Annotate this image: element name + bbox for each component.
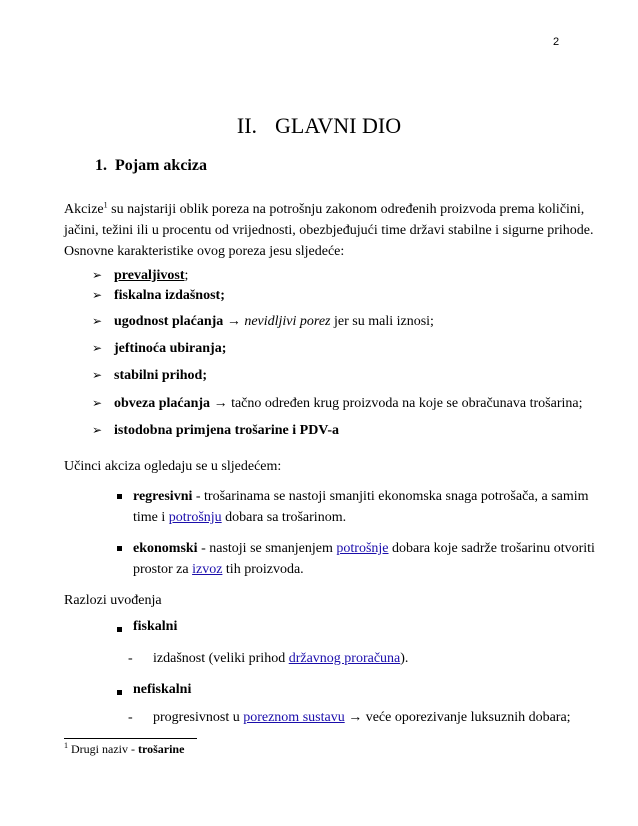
effect-text: tih proizvoda. bbox=[222, 562, 304, 577]
footnote-bold: trošarine bbox=[137, 742, 185, 756]
feature-bold: istodobna primjena trošarine i PDV-a bbox=[114, 423, 340, 438]
arrow-bullet-icon: ➢ bbox=[92, 341, 103, 355]
feature-item bbox=[92, 423, 339, 439]
effect-text: - trošarinama se nastoji smanjiti ekonomska snaga potrošača, a samim bbox=[192, 489, 589, 504]
chapter-title: GLAVNI DIO bbox=[275, 113, 402, 138]
footnote bbox=[64, 742, 184, 757]
feature-bold: prevaljivost bbox=[114, 268, 185, 283]
effect-text: time i bbox=[133, 510, 169, 525]
effects-intro: Učinci akciza ogledaju se u sljedećem: bbox=[64, 459, 282, 474]
reason-detail bbox=[128, 651, 408, 667]
effect-bold: regresivni bbox=[133, 489, 193, 504]
feature-bold: fiskalna izdašnost; bbox=[114, 288, 225, 303]
effect-line-1 bbox=[133, 538, 595, 559]
section-heading bbox=[95, 157, 207, 175]
reason-text: ). bbox=[400, 651, 409, 666]
intro-line-3: Osnovne karakteristike ovog poreza jesu sljedeće: bbox=[64, 244, 345, 259]
feature-bold: obveza plaćanja bbox=[114, 396, 211, 411]
feature-bold: stabilni prihod; bbox=[114, 368, 207, 383]
page-number: 2 bbox=[553, 36, 560, 48]
reason-text: izdašnost (veliki prihod bbox=[153, 651, 289, 666]
feature-item bbox=[92, 288, 225, 304]
feature-item bbox=[92, 341, 226, 357]
footnote-text: Drugi naziv - bbox=[68, 742, 138, 756]
feature-tail: jer su mali iznosi; bbox=[330, 314, 434, 329]
effect-line-2 bbox=[133, 507, 561, 528]
arrow-bullet-icon: ➢ bbox=[92, 423, 103, 437]
effect-text: dobara sa trošarinom. bbox=[221, 510, 347, 525]
feature-item bbox=[92, 314, 434, 330]
feature-bold: ugodnost plaćanja bbox=[114, 314, 224, 329]
reason-text: progresivnost u bbox=[153, 710, 244, 725]
effect-line-2 bbox=[133, 559, 561, 580]
reason-text: veće oporezivanje luksuznih dobara; bbox=[365, 710, 571, 725]
square-bullet-icon bbox=[117, 494, 122, 499]
effect-item bbox=[133, 538, 595, 580]
effect-text: - nastoji se smanjenjem bbox=[197, 541, 337, 556]
arrow-bullet-icon: ➢ bbox=[92, 368, 103, 382]
chapter-number: II. bbox=[236, 113, 258, 138]
feature-tail: ; bbox=[184, 268, 189, 283]
arrow-bullet-icon: ➢ bbox=[92, 268, 103, 282]
feature-bold: jeftinoća ubiranja; bbox=[114, 341, 227, 356]
link-potrosnju[interactable]: potrošnju bbox=[168, 510, 222, 525]
arrow-bullet-icon: ➢ bbox=[92, 314, 103, 328]
intro-word: Akcize bbox=[64, 202, 104, 217]
link-potrosnje[interactable]: potrošnje bbox=[336, 541, 389, 556]
section-number: 1. bbox=[95, 157, 107, 174]
intro-line-1 bbox=[64, 199, 585, 220]
link-poreznom-sustavu[interactable]: poreznom sustavu bbox=[243, 710, 345, 725]
footnote-number: 1 bbox=[64, 741, 68, 750]
feature-arrow: → bbox=[210, 396, 232, 411]
intro-paragraph bbox=[64, 199, 594, 262]
dash-bullet: - bbox=[128, 651, 133, 666]
effect-line-1 bbox=[133, 486, 589, 507]
feature-item bbox=[92, 268, 188, 284]
feature-item bbox=[92, 396, 582, 412]
link-drzavnog-proracuna[interactable]: državnog proračuna bbox=[288, 651, 401, 666]
intro-line-2: jačini, težini ili u procentu od vrijednosti, obezbjeđujući time državi stabilne i sigurne prihode. bbox=[64, 223, 594, 238]
footnote-divider bbox=[64, 738, 197, 739]
effect-text: prostor za bbox=[133, 562, 193, 577]
intro-line-1-text: su najstariji oblik poreza na potrošnju zakonom određenih proizvoda prema količini, bbox=[107, 202, 585, 217]
reason-label: nefiskalni bbox=[133, 682, 192, 697]
link-izvoz[interactable]: izvoz bbox=[192, 562, 223, 577]
reason-arrow: → bbox=[344, 710, 366, 725]
footnote-ref[interactable]: 1 bbox=[103, 200, 108, 210]
effect-text: dobara koje sadrže trošarinu otvoriti bbox=[388, 541, 595, 556]
reason-detail bbox=[128, 710, 571, 726]
feature-italic: nevidljivi porez bbox=[244, 314, 331, 329]
section-title: Pojam akciza bbox=[115, 157, 207, 174]
arrow-bullet-icon: ➢ bbox=[92, 396, 103, 410]
reasons-intro: Razlozi uvođenja bbox=[64, 593, 162, 608]
square-bullet-icon bbox=[117, 690, 122, 695]
feature-arrow: → bbox=[223, 314, 245, 329]
square-bullet-icon bbox=[117, 546, 122, 551]
dash-bullet: - bbox=[128, 710, 133, 725]
feature-tail: tačno određen krug proizvoda na koje se obračunava trošarina; bbox=[231, 396, 583, 411]
effect-bold: ekonomski bbox=[133, 541, 198, 556]
feature-item bbox=[92, 368, 207, 384]
arrow-bullet-icon: ➢ bbox=[92, 288, 103, 302]
chapter-heading bbox=[0, 113, 638, 139]
square-bullet-icon bbox=[117, 627, 122, 632]
reason-label: fiskalni bbox=[133, 619, 178, 634]
effect-item bbox=[133, 486, 589, 528]
